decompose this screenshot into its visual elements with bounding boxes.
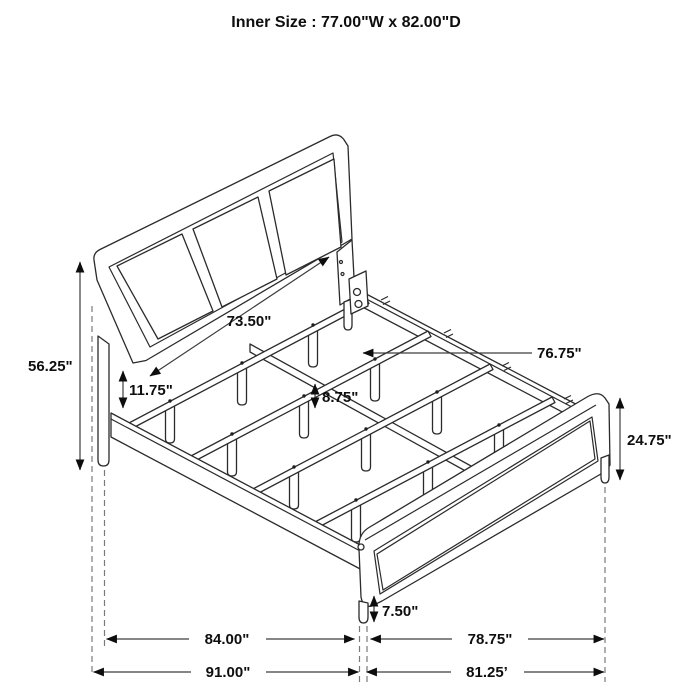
- bracket-hole: [354, 289, 361, 296]
- label-footboard-height: 24.75": [627, 432, 672, 449]
- label-overall-span-left: 91.00": [205, 664, 251, 681]
- label-support-leg-height: 8.75": [322, 389, 359, 406]
- label-slat-span: 76.75": [537, 345, 582, 362]
- footboard-dowel: [358, 544, 364, 550]
- label-base-span-right: 78.75": [467, 631, 513, 648]
- label-headboard-height: 56.25": [28, 358, 73, 375]
- headboard-left-leg: [98, 336, 109, 466]
- label-headboard-width: 73.50": [226, 313, 272, 330]
- slat-leg: [433, 396, 442, 434]
- footboard-left-leg: [359, 601, 368, 623]
- footboard-right-leg: [601, 455, 609, 483]
- label-overall-span-right: 81.25’: [466, 664, 508, 681]
- slat-leg: [371, 363, 380, 401]
- label-footboard-clearance: 7.50": [382, 603, 419, 620]
- label-headboard-base-gap: 11.75": [129, 382, 173, 399]
- page-title: Inner Size : 77.00"W x 82.00"D: [231, 14, 461, 31]
- bracket-hole: [355, 301, 362, 308]
- label-base-span-left: 84.00": [204, 631, 250, 648]
